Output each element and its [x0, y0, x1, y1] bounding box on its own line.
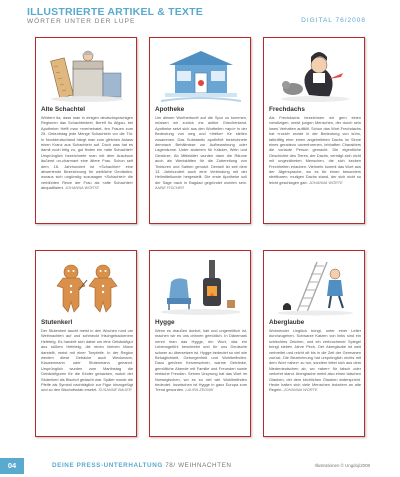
card-text: Als Frechdachs bezeichnen wir gern einen vorwitzigen, meist jungen Menschen, der durch sein loses Verhalten auffällt. Schon das Wort Frechdachs hat «rockt» wurde in der Bedeutung von kühn, tatkräftig eher einen angeheiteten Dachs im Sinne eines geradezu unverfrorenen, lebhaften Charakters die vorlaute Person gemacht. Die eigentliche Geschichte des Tieres, der Dachs, verträgt sich nicht mit ungezähmten Menschen, die sich kecken Frechheiten erlauben. Vielmehr kommt das Wort aus der Jägersprache, wo es für einen besonders streitbaren, mutigen Dachs stand, der sich nicht so leicht geschlagen gab. [269, 115, 361, 185]
article-card-stutenkerl[interactable] [35, 250, 137, 437]
card-text: Wenn es draußen dunkel, kalt und ungemütlich ist, machen wir es uns drinnen gemütlich. In Dänemark nennt man das Hygge, ein Wort, das ein Lebensgefühl beschreibt und für uns Deutsche schwer zu übersetzen ist. Hygge bedeutet so viel wie Behaglichkeit, Geborgenheit und Wohlbefinden. Dazu gehören Kerzenschein, warme Getränke, gemütliche Abende mit Familie und Freunden sowie einfache Freuden. Seinen Ursprung hat das Wort im Norwegischen, wo es so viel wie Wohlbefinden bedeutet. Inzwischen ist Hygge in ganz Europa zum Trend geworden. [155, 328, 247, 393]
card-text: Wörtern tia, dass man in einigen deutschsprachigen Regionen das Schachteldeel, Bereif fiu Allgau, bei Apotheker Hefft man «rverheiratet- fen Frauen zum 25. Geburtstag jede Menge Schachteln vor die Tür. In Norddeutschland hängt man zum gleichen Anlass einen Kranz aus Schachteln auf. Doch was hat es damit noch felig zu, gut finden ein «alte Schachtel» Ursprünglich bezeichnete man mit dem Ausdruck äußerst un-charmant eine ältere Frau. Schon seit dem 16. Jahrhundert ist «Schachtel» eine abwertende Bezeichnung für weibliche Genitalien, woraus sich ungünstig sozusagen «Schachtel» die verblühten Reize der Frau als «alte Schachtel» abqualifiziert. [41, 115, 133, 191]
pharmacy-icon [155, 43, 247, 105]
article-grid [25, 37, 375, 443]
stove-chair-icon [155, 256, 247, 318]
card-title: Apotheke [155, 106, 185, 113]
page-subtitle: WÖRTER UNTER DER LUPE [27, 18, 136, 25]
card-title: Aberglaube [269, 319, 305, 326]
card-author: JOHANNA WÖRTE [65, 185, 99, 191]
card-author: JOHANNA WÖRTE [308, 179, 343, 185]
article-card-apotheke[interactable] [149, 37, 251, 224]
article-card-alte-schachtel[interactable] [35, 37, 137, 224]
footer-brand-sub: 78/ WEIHNACHTEN [165, 462, 232, 469]
card-body [41, 328, 133, 393]
card-author: LAURA ZEDNIK [185, 387, 214, 393]
ladder-fall-icon [269, 256, 361, 318]
cheeky-person-icon [269, 43, 361, 105]
card-title: Frechdachs [269, 106, 305, 113]
footer-credit: Illustrationen © Ungdoj/2008 [314, 463, 370, 468]
card-title: Stutenkerl [41, 319, 73, 326]
footer-brand-main: DEINE PRESS-UNTERHALTUNG [52, 462, 163, 469]
page-title: ILLUSTRIERTE ARTIKEL & TEXTE [27, 6, 203, 18]
card-author: ANNE FISCHER [155, 185, 184, 191]
card-text: Der Stutenkerl taucht meist in den Wochen rund um Weihnachten auf und schmeckt frischgebackenem Hefeteig. Es handelt sich dabei um eine Gebäckfigur aus süßem Hefeteig, die einen kleinen Mann darstellt, meist mit einer Tonpfeife. In der Region werden diese Gebäcke auch Weckmann, Klausenmann oder Stutenmann genannt. Ursprünglich wurden zum Martinstag die Gebäckfiguren für die Kinder gebacken, wobei der Stutenkerl als Bischof gedacht war. Später wurde die Pfeife als Symbol nachträglich zur Figur hinzugefügt und so den Bischofsstab ersetzt. [41, 328, 133, 393]
footer-brand [52, 462, 232, 469]
card-body [41, 115, 133, 191]
page-number: 04 [0, 458, 24, 474]
card-text: Um diesen Wortherkunft auf die Spur zu kommen, müssen wir zurück ins antike Griechenland. Apotheke setzt sich aus den Wortteilen «apó» in der Bedeutung von weg und «thēke» für stellen zusammen. Das Substantiv apothēkē bezeichnete demnach Behältnisse zur Aufbewahrung oder Lagerräume. Unter anderem für Kräuter, Wein und Gewürze. Ab Mittelalter wurden dann die Räume auch als Werkstätten für die Zubereitung von Tinkturen und Salben genutzt. Derweil ist seit dem 13. Jahrhundert auch eine Verbindung mit der Heilmittelkunde hergestellt. Die erste Apotheke soll der Sage nach in Bagdad gegründet worden sein. [155, 115, 247, 185]
page-header [0, 0, 400, 34]
article-card-aberglaube[interactable] [263, 250, 365, 437]
issue-label: DIGITAL 76/2008 [301, 17, 366, 24]
card-author: SUSANNE BAUER [98, 387, 132, 393]
card-body [155, 328, 247, 393]
card-text: Wohnender Unglück bringt, unter einer Leiter durchzugehen. Schwarze Katzen von links sind ein schlechtes Zeichen, und ein zerbrochener Spiegel bringt sieben Jahre Pech. Der Aberglaube ist weit verbreitet und reicht oft bis in die Zeit der Germanen zurück. Die Bezeichnung hat ursprünglich nichts mit dem Wort «aber» zu tun, sondern leitet sich aus dem Niederdeutschen ab, wo «aber» für falsch oder verkehrt stand. Aberglaube meint also einen falschen Glauben, der dem kirchlichen Glauben widerspricht. Heute halten sich viele Menschen trotzdem an alte Regeln. [269, 328, 361, 393]
article-card-hygge[interactable] [149, 250, 251, 437]
gingerbread-icon [41, 256, 133, 318]
box-ruler-icon [41, 43, 133, 105]
card-author: JOHANNA WÖRTE [283, 387, 318, 393]
card-body [155, 115, 247, 191]
card-body [269, 328, 361, 393]
page-footer [0, 452, 400, 477]
card-title: Alte Schachtel [41, 106, 86, 113]
card-body [269, 115, 361, 185]
article-card-frechdachs[interactable] [263, 37, 365, 224]
card-title: Hygge [155, 319, 175, 326]
